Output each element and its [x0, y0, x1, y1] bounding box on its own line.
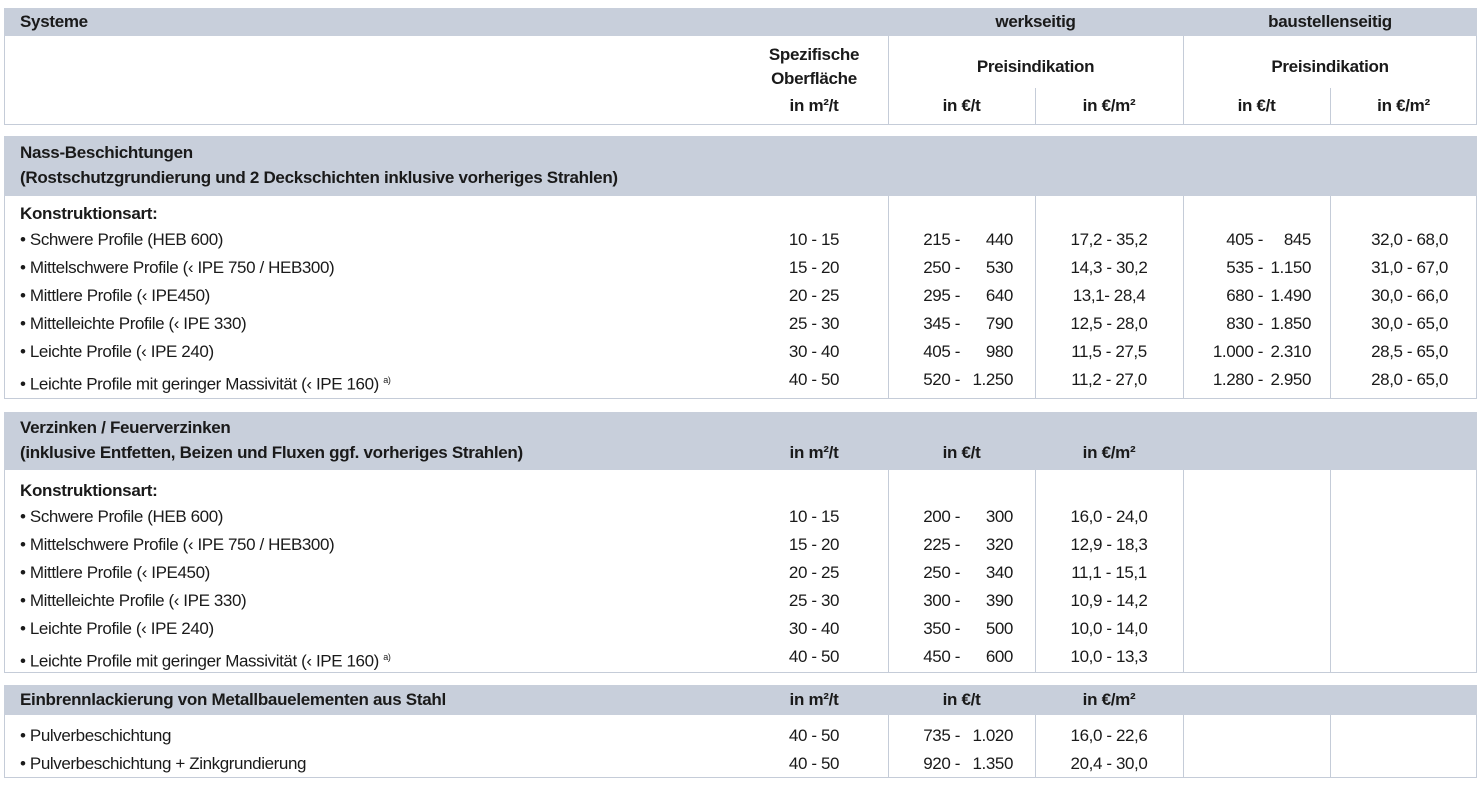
row-werk-m2: 10,0 - 14,0 [1070, 619, 1148, 638]
header-preis-werk: Preisindikation [976, 57, 1095, 76]
section-einbrenn-unit-eur-t: in €/t [942, 690, 981, 709]
row-label: • Mittelleichte Profile (‹ IPE 330) [20, 314, 247, 333]
row-label: • Mittlere Profile (‹ IPE450) [20, 286, 210, 305]
row-werk-t-to: 790 [985, 314, 1013, 333]
section-verzinken-subheading: Konstruktionsart: [20, 481, 158, 500]
row-werk-t-to: 1.350 [972, 754, 1013, 773]
row-label: • Mittelschwere Profile (‹ IPE 750 / HEB300) [20, 258, 335, 277]
row-werk-t-from: 200 - [923, 507, 960, 526]
row-surface: 20 - 25 [788, 563, 840, 582]
row-label: • Pulverbeschichtung [20, 726, 172, 745]
header-bau-eur-m2: in €/m² [1377, 96, 1430, 115]
row-werk-t-to: 390 [985, 591, 1013, 610]
row-werk-m2: 11,5 - 27,5 [1071, 342, 1147, 361]
row-label: • Schwere Profile (HEB 600) [20, 230, 224, 249]
row-bau-m2: 30,0 - 66,0 [1371, 286, 1448, 305]
row-bau-t-to: 845 [1283, 230, 1311, 249]
row-werk-m2: 11,2 - 27,0 [1071, 370, 1147, 389]
row-werk-t-to: 530 [985, 258, 1013, 277]
section-nass-subheading: Konstruktionsart: [20, 204, 158, 223]
row-werk-t-to: 1.020 [972, 726, 1013, 745]
section-verzinken-unit-surface: in m²/t [789, 443, 839, 462]
row-werk-t-from: 295 - [923, 286, 960, 305]
row-label: • Pulverbeschichtung + Zinkgrundierung [20, 754, 307, 773]
row-werk-m2: 12,9 - 18,3 [1070, 535, 1148, 554]
row-werk-t-from: 405 - [923, 342, 960, 361]
row-werk-t-from: 520 - [923, 370, 960, 389]
row-bau-t-to: 1.490 [1270, 286, 1311, 305]
row-label: • Mittlere Profile (‹ IPE450) [20, 563, 210, 582]
row-werk-t-to: 640 [985, 286, 1013, 305]
row-werk-t-from: 345 - [923, 314, 960, 333]
row-bau-t-from: 405 - [1226, 230, 1263, 249]
row-label: • Mittelleichte Profile (‹ IPE 330) [20, 591, 247, 610]
row-bau-m2: 28,5 - 65,0 [1371, 342, 1448, 361]
row-werk-t-to: 500 [985, 619, 1013, 638]
section-verzinken-subtitle: (inklusive Entfetten, Beizen und Fluxen ggf. vorheriges Strahlen) [20, 443, 523, 462]
header-systeme: Systeme [20, 12, 88, 31]
row-bau-t-from: 1.000 - [1212, 342, 1263, 361]
row-surface: 10 - 15 [788, 230, 840, 249]
row-werk-t-to: 600 [985, 647, 1013, 666]
header-baustellenseitig: baustellenseitig [1268, 12, 1392, 31]
row-bau-t-from: 535 - [1226, 258, 1263, 277]
row-surface: 30 - 40 [788, 619, 840, 638]
section-nass-subtitle: (Rostschutzgrundierung und 2 Deckschichten inklusive vorheriges Strahlen) [20, 168, 618, 187]
row-werk-t-from: 215 - [923, 230, 960, 249]
row-bau-t-from: 830 - [1226, 314, 1263, 333]
header-bau-eur-t: in €/t [1237, 96, 1276, 115]
row-surface: 40 - 50 [788, 370, 840, 389]
row-surface: 40 - 50 [788, 754, 840, 773]
row-surface: 25 - 30 [788, 314, 840, 333]
section-verzinken-title: Verzinken / Feuerverzinken [20, 418, 231, 437]
header-werk-eur-t: in €/t [942, 96, 981, 115]
header-werkseitig: werkseitig [995, 12, 1076, 31]
row-bau-m2: 32,0 - 68,0 [1371, 230, 1448, 249]
row-werk-t-from: 450 - [923, 647, 960, 666]
row-bau-m2: 31,0 - 67,0 [1371, 258, 1448, 277]
row-werk-t-from: 735 - [923, 726, 960, 745]
row-surface: 15 - 20 [788, 535, 840, 554]
row-werk-m2: 14,3 - 30,2 [1070, 258, 1148, 277]
row-surface: 40 - 50 [788, 647, 840, 666]
row-werk-t-to: 340 [985, 563, 1013, 582]
row-werk-t-from: 300 - [923, 591, 960, 610]
row-label-text: • Leichte Profile mit geringer Massivität (‹ IPE 160) [20, 374, 379, 394]
section-verzinken-unit-eur-m2: in €/m² [1082, 443, 1136, 462]
row-werk-t-from: 250 - [923, 258, 960, 277]
row-bau-t-to: 2.950 [1270, 370, 1311, 389]
row-werk-m2: 16,0 - 22,6 [1070, 726, 1148, 745]
row-bau-t-to: 1.850 [1270, 314, 1311, 333]
row-label: • Mittelschwere Profile (‹ IPE 750 / HEB300) [20, 535, 335, 554]
section-einbrenn-unit-surface: in m²/t [789, 690, 839, 709]
row-werk-t-to: 300 [985, 507, 1013, 526]
section-verzinken-unit-eur-t: in €/t [942, 443, 981, 462]
row-werk-t-to: 980 [985, 342, 1013, 361]
row-werk-t-from: 350 - [923, 619, 960, 638]
row-werk-t-from: 225 - [923, 535, 960, 554]
section-einbrenn-title: Einbrennlackierung von Metallbauelementen aus Stahl [20, 690, 446, 709]
section-einbrenn-unit-eur-m2: in €/m² [1082, 690, 1136, 709]
header-werk-eur-m2: in €/m² [1082, 96, 1136, 115]
header-spez-line1: Spezifische [768, 45, 860, 64]
row-werk-t-to: 320 [985, 535, 1013, 554]
row-werk-t-from: 920 - [923, 754, 960, 773]
row-werk-t-to: 440 [985, 230, 1013, 249]
row-label [20, 643, 390, 676]
row-bau-t-from: 680 - [1226, 286, 1263, 305]
row-surface: 40 - 50 [788, 726, 840, 745]
row-bau-m2: 30,0 - 65,0 [1371, 314, 1448, 333]
row-werk-m2: 10,9 - 14,2 [1070, 591, 1148, 610]
row-werk-m2: 17,2 - 35,2 [1070, 230, 1148, 249]
header-preis-bau: Preisindikation [1271, 57, 1389, 76]
row-surface: 10 - 15 [788, 507, 840, 526]
row-werk-t-from: 250 - [923, 563, 960, 582]
row-label: • Leichte Profile (‹ IPE 240) [20, 619, 214, 638]
row-label: • Leichte Profile (‹ IPE 240) [20, 342, 214, 361]
row-label [20, 366, 390, 399]
row-werk-m2: 11,1 - 15,1 [1071, 563, 1147, 582]
row-bau-t-to: 2.310 [1270, 342, 1311, 361]
row-surface: 15 - 20 [788, 258, 840, 277]
row-surface: 20 - 25 [788, 286, 840, 305]
row-werk-m2: 12,5 - 28,0 [1070, 314, 1148, 333]
row-label: • Schwere Profile (HEB 600) [20, 507, 224, 526]
footnote-marker: a) [383, 652, 391, 662]
header-spez-line2: Oberfläche [771, 69, 857, 88]
row-bau-m2: 28,0 - 65,0 [1371, 370, 1448, 389]
row-werk-m2: 10,0 - 13,3 [1070, 647, 1148, 666]
row-surface: 30 - 40 [788, 342, 840, 361]
row-werk-m2: 13,1- 28,4 [1072, 286, 1146, 305]
row-surface: 25 - 30 [788, 591, 840, 610]
row-bau-t-to: 1.150 [1270, 258, 1311, 277]
row-werk-m2: 16,0 - 24,0 [1070, 507, 1148, 526]
row-bau-t-from: 1.280 - [1212, 370, 1263, 389]
footnote-marker: a) [383, 375, 391, 385]
section-nass-title: Nass-Beschichtungen [20, 143, 193, 162]
row-werk-m2: 20,4 - 30,0 [1070, 754, 1148, 773]
row-label-text: • Leichte Profile mit geringer Massivität (‹ IPE 160) [20, 651, 379, 671]
header-spez-unit: in m²/t [789, 96, 839, 115]
row-werk-t-to: 1.250 [972, 370, 1013, 389]
